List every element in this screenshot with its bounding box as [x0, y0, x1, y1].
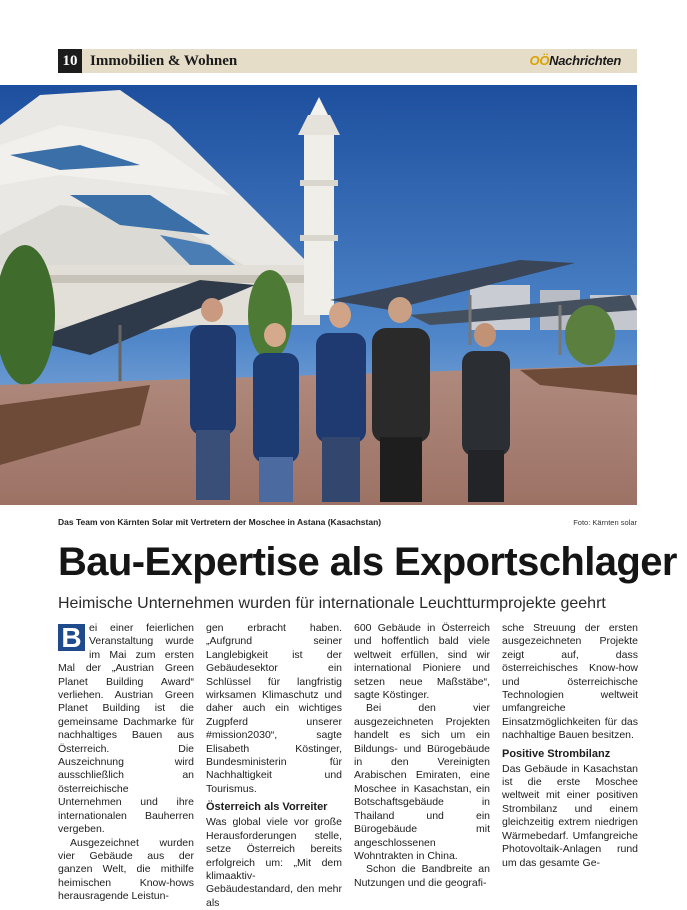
paragraph: 600 Gebäude in Österreich und hoffentlich bald viele weltweit erfüllen, sind wir international Pioniere und setzen neue Maßstäbe“, sagte Köstinger.	[354, 622, 490, 702]
article-headline: Bau-Expertise als Exportschlager	[58, 540, 677, 584]
article-column-2	[206, 622, 342, 910]
photo-credit: Foto: Kärnten solar	[573, 518, 637, 527]
article-column-4	[502, 622, 638, 870]
article-photo	[0, 85, 637, 505]
paragraph: Das Gebäude in Kasachstan ist die erste Moschee weltweit mit einer positiven Strombilanz und einem gleichzeitig extrem niedrigen Wärmebedarf. Umfangreiche Photovoltaik-Anlagen rund um das gesamte Ge-	[502, 762, 638, 869]
article-subhead: Heimische Unternehmen wurden für internationale Leuchtturmprojekte geehrt	[58, 595, 606, 612]
photo-caption: Das Team von Kärnten Solar mit Vertretern der Moschee in Astana (Kasachstan)	[58, 517, 382, 527]
paragraph: Ausgezeichnet wurden vier Gebäude aus der ganzen Welt, die mithilfe heimischen Know-hows herausragende Leistun-	[58, 836, 194, 903]
page-header	[58, 49, 637, 73]
subheading: Positive Strombilanz	[502, 747, 611, 760]
paragraph: Bei den vier ausgezeichneten Projekten handelt es sich um ein Bildungs- und Bürogebäude in den Vereinigten Arabischen Emiraten, eine Moschee in Kasachstan, ein Botschaftsgebäude in Thailand und ein Bürogebäude mit angeschlossenen Wohntrakten in China.	[354, 702, 490, 862]
newspaper-logo	[530, 49, 621, 73]
page-number: 10	[58, 49, 82, 73]
brand-suffix: Nachrichten	[549, 53, 621, 68]
subheading: Österreich als Vorreiter	[206, 801, 328, 814]
paragraph: sche Streuung der ersten ausgezeichneten Projekte zeigt auf, dass österreichisches Know-how und österreichische Technologien weltweit umfangreiche Einsatzmöglichkeiten für das nachhaltige Bauen besitzen.	[502, 622, 638, 742]
paragraph: Was global viele vor große Herausforderungen stelle, setze Österreich bereits erfolgreich um: „Mit dem klimaaktiv-Gebäudestandard, den mehr als	[206, 816, 342, 909]
article-column-1	[58, 622, 194, 904]
paragraph-text: ei einer feierlichen Veranstaltung wurde im Mai zum ersten Mal der „Austrian Green Planet Building Award“ verliehen. Austrian Green Planet Building ist die gemeinsame Dachmarke für nachhaltiges Bauen aus Österreich. Die Auszeichnung wird ausschließlich an österreichische Unternehmen und ihre internationalen Bauherren vergeben.	[58, 622, 194, 836]
paragraph	[58, 622, 194, 837]
paragraph: Schon die Bandbreite an Nutzungen und die geografi-	[354, 863, 490, 889]
brand-prefix: OÖ	[529, 53, 550, 68]
drop-cap: B	[58, 624, 85, 651]
section-title: Immobilien & Wohnen	[90, 53, 238, 69]
paragraph: gen erbracht haben. „Aufgrund seiner Langlebigkeit ist der Gebäudesektor ein Schlüssel für langfristig wirksamen Klimaschutz und daher auch ein wichtiges Zugpferd unserer #mission2030“, sagte Elisabeth Köstinger, Bundesministerin für Nachhaltigkeit und Tourismus.	[206, 622, 342, 795]
article-column-3	[354, 622, 490, 890]
